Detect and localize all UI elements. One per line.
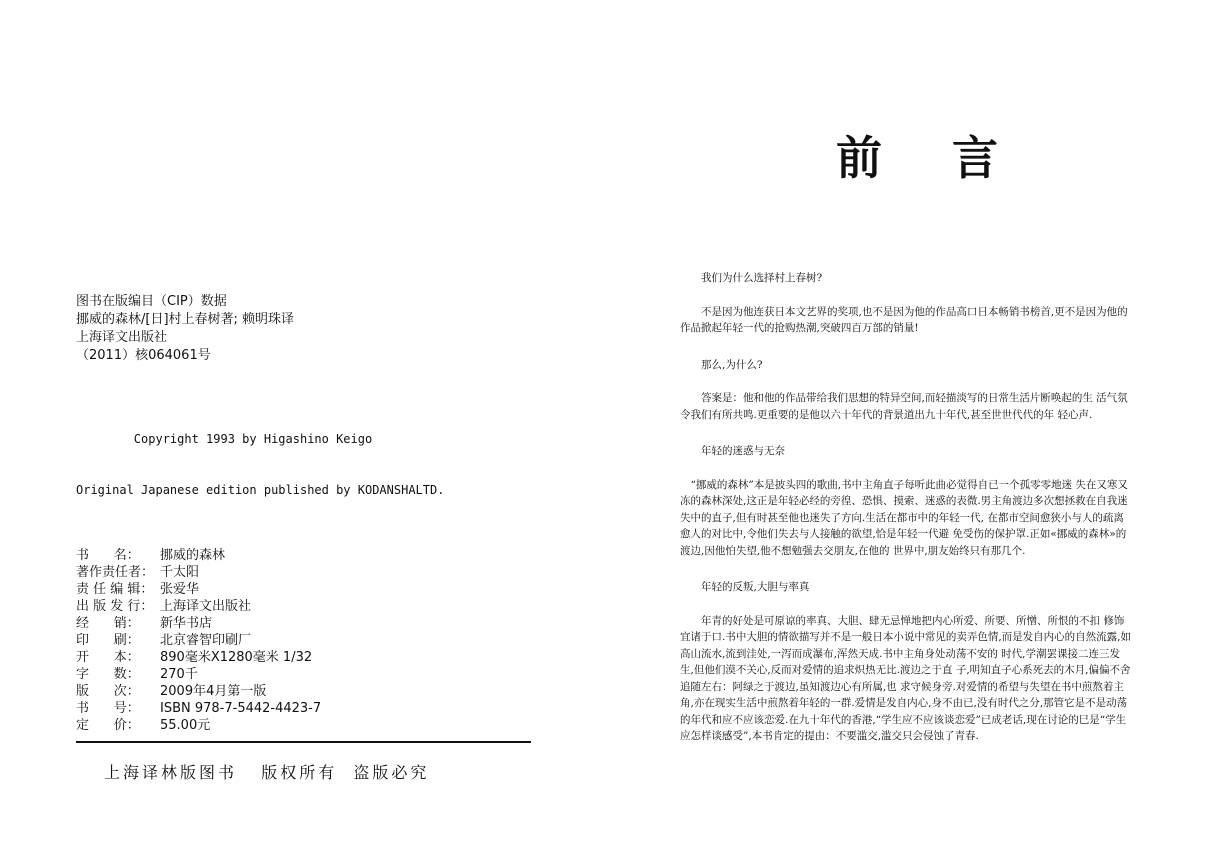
info-label: 书 名： (76, 548, 140, 563)
copyright-notice (76, 397, 444, 533)
copyright-line-2: Original Japanese edition published by KODANSHALTD. (76, 483, 445, 497)
info-row (76, 615, 321, 632)
info-label: 责 任 编 辑： (76, 582, 154, 597)
cip-data-block (76, 293, 294, 365)
cip-heading: 图书在版编目（CIP）数据 (76, 294, 227, 309)
cip-line-title: 挪威的森林/[日]村上春树著; 赖明珠译 (76, 312, 295, 327)
info-row (76, 683, 321, 700)
paragraph: 答案是：他和他的作品带给我们思想的特异空间,而轻描淡写的日常生活片断唤起的生 活气氛令我们有所共鸣.更重要的是他以六十年代的背景道出九十年代,甚至世世代代的年 轻心声. (680, 392, 1128, 421)
paragraph: 不是因为他连获日本文艺界的奖项,也不是因为他的作品高口日本畅销书榜首,更不是因为他的作品掀起年轻一代的抢购热潮,突破四百万部的销量! (680, 305, 1128, 334)
book-info-table (76, 547, 321, 734)
info-label: 开 本： (76, 650, 140, 665)
info-label: 书 号： (76, 701, 140, 716)
section-question: 我们为什么选择村上春树? (701, 272, 823, 284)
info-value: 挪威的森林 (160, 548, 226, 563)
section-heading: 年轻的迷惑与无奈 (701, 445, 785, 457)
info-label: 著作责任者： (76, 565, 155, 580)
info-value: 890毫米X1280毫米 1/32 (160, 650, 313, 665)
info-row (76, 547, 321, 564)
rights-footer: 上海译林版图书 版权所有 盗版必究 (104, 763, 430, 782)
paragraph: “挪威的森林”本是披头四的歌曲,书中主角直子每听此曲必觉得自已一个孤零零地迷 失在又寒又冻的森林深处,这正是年轻必经的旁徨、恐惧、摸索、迷惑的表微.男主角渡边多次想拯救在自我迷失中的直子,但有时甚至他也迷失了方向.生活在都市中的年轻一代, 在都市空间愈狭小与人的疏离愈人的对比中,令他们失去与人接触的欲望,恰是年轻一代避 免受伤的保护罩.正如«挪威的森林»的渡边,因他怕失望,他不想勉强去交朋友,在他的 世界中,朋友始终只有那几个. (680, 478, 1128, 557)
info-value: 北京睿智印刷厂 (160, 633, 252, 648)
info-label: 版 次： (76, 684, 140, 699)
info-row (76, 666, 321, 683)
cip-line-publisher: 上海译文出版社 (76, 330, 168, 345)
info-label: 经 销： (76, 616, 140, 631)
paragraph: 年青的好处是可原谅的率真、大胆、肆无忌惮地把内心所爱、所要、所憎、所恨的不扣 修饰宜诸于口.书中大胆的情欲描写并不是一般日本小说中常见的卖弄色情,而是发自内心的自然流露,如高山流水,流到洼处,一泻而成瀑布,浑然天成.书中主角身处动荡不安的 时代,学潮罢课接二连三发生,但他们漠不关心,反而对爱情的追求炽热无比.渡边之于直 子,明知直子心系死去的木月,偏偏不舍追随左右：阿绿之于渡边,虽知渡边心有所属,也 求守候身旁.对爱情的希望与失望在书中煎熬着主角,亦在现实生活中煎熬着年轻的一群.爱情是发自内心,身不由已,没有时代之分,那管它是不是动荡的年代和应不应该恋爱.在九十年代的香港,“学生应不应该谈恋爱”已成老话,现在讨论的巳是“学生应怎样谈感受”,本书肯定的提由：不要滥交,滥交只会侵蚀了青春. (680, 614, 1132, 742)
divider-rule (76, 741, 531, 743)
info-value: 270千 (160, 667, 198, 682)
info-value: 上海译文出版社 (160, 599, 252, 614)
copyright-line-1: Copyright 1993 by Higashino Keigo (76, 432, 373, 446)
info-row (76, 632, 321, 649)
preface-body (680, 270, 1132, 765)
info-row (76, 581, 321, 598)
info-row (76, 649, 321, 666)
info-label: 印 刷： (76, 633, 140, 648)
title-char: 前 (836, 131, 882, 185)
info-label: 定 价： (76, 718, 140, 733)
cip-line-number: （2011）核064061号 (76, 348, 211, 363)
title-char: 言 (952, 131, 998, 185)
copyright-page (0, 0, 604, 860)
info-value: 张爱华 (160, 582, 200, 597)
info-row (76, 717, 321, 734)
section-question: 那么,为什么? (701, 358, 763, 371)
page-title (836, 122, 998, 188)
info-value: 新华书店 (160, 616, 213, 631)
info-row (76, 564, 321, 581)
info-label: 出 版 发 行： (76, 599, 154, 614)
info-row (76, 598, 321, 615)
section-heading: 年轻的反叛,大胆与率真 (701, 581, 810, 593)
info-value: 2009年4月第一版 (160, 684, 267, 699)
info-row (76, 700, 321, 717)
preface-page (604, 0, 1209, 860)
info-value: 千太阳 (160, 565, 200, 580)
info-label: 字 数： (76, 667, 140, 682)
info-value: 55.00元 (160, 718, 211, 733)
info-value: ISBN 978-7-5442-4423-7 (160, 701, 322, 716)
